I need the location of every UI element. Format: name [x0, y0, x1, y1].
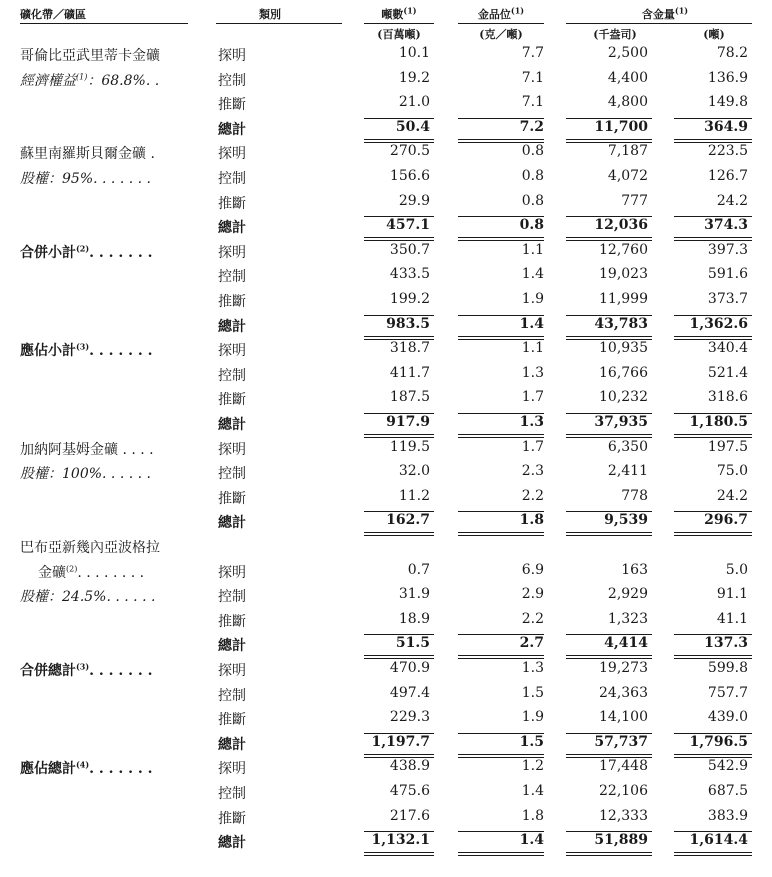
label-text: 應佔總計 — [20, 761, 76, 778]
value-cell-grade: 1.1 — [521, 241, 544, 258]
header-rule-grade — [458, 23, 544, 24]
category-cell: 推斷 — [218, 97, 246, 114]
header-tonnes: 噸數$^{(1)}$ — [381, 5, 417, 21]
value-cell-koz: 10,232 — [599, 389, 648, 406]
category-total: 總計 — [218, 736, 246, 753]
value-cell-t: 75.0 — [716, 463, 748, 480]
label-text: . . . . . . . — [89, 343, 153, 360]
total-double-rule — [674, 855, 752, 856]
value-cell-koz: 1,323 — [607, 610, 648, 627]
value-cell-t: 542.9 — [707, 758, 748, 775]
region-label-line — [38, 562, 144, 582]
value-cell-koz: 24,363 — [599, 684, 648, 701]
value-cell-grade: 1.5 — [519, 733, 544, 750]
value-cell-tonnes: 497.4 — [389, 684, 430, 701]
value-cell-tonnes: 475.6 — [389, 783, 430, 799]
value-cell-koz: 43,783 — [594, 315, 648, 332]
value-cell-tonnes: 31.9 — [398, 586, 430, 603]
value-cell-grade: 0.8 — [521, 192, 544, 209]
value-cell-grade: 0.8 — [519, 217, 544, 234]
total-double-rule — [674, 139, 752, 140]
value-cell-koz: 2,929 — [607, 586, 648, 603]
category-total: 總計 — [218, 220, 246, 237]
category-cell: 探明 — [218, 564, 246, 581]
value-cell-grade: 1.8 — [519, 512, 544, 529]
label-text: 加納阿基姆金礦 . . . . — [20, 441, 154, 458]
total-double-rule — [566, 535, 652, 536]
footnote-ref: (4) — [76, 759, 90, 770]
total-double-rule — [364, 336, 434, 337]
value-cell-grade: 0.8 — [521, 143, 544, 160]
value-cell-grade: 2.2 — [521, 610, 544, 627]
value-cell-t: 223.5 — [707, 143, 748, 160]
total-double-rule — [674, 754, 752, 755]
total-double-rule — [458, 532, 544, 533]
total-double-rule — [566, 655, 652, 656]
subtotal-rule — [674, 733, 752, 734]
value-cell-tonnes: 156.6 — [389, 168, 430, 184]
value-cell-t: 41.1 — [716, 610, 748, 627]
value-cell-grade: 0.8 — [521, 168, 544, 184]
total-double-rule — [674, 852, 752, 853]
subtotal-rule — [674, 413, 752, 414]
category-cell: 探明 — [218, 244, 246, 261]
header-rule-region — [20, 23, 188, 24]
header-rule-tonnes — [364, 23, 434, 24]
value-cell-t: 340.4 — [707, 340, 748, 357]
subtotal-rule — [674, 511, 752, 512]
total-double-rule — [566, 139, 652, 140]
value-cell-koz: 777 — [621, 192, 648, 209]
value-cell-koz: 7,187 — [607, 143, 648, 160]
total-double-rule — [458, 754, 544, 755]
value-cell-grade: 1.4 — [521, 266, 544, 283]
subtotal-rule — [674, 831, 752, 832]
value-cell-tonnes: 32.0 — [398, 463, 430, 480]
label-text: 巴布亞新幾內亞波格拉 — [20, 540, 160, 556]
header-contained: 含金量$^{(1)}$ — [641, 5, 689, 21]
value-cell-t: 136.9 — [707, 69, 748, 86]
category-cell: 控制 — [218, 687, 246, 704]
total-double-rule — [458, 434, 544, 435]
total-double-rule — [458, 855, 544, 856]
category-total: 總計 — [218, 121, 246, 138]
value-cell-koz: 4,400 — [607, 69, 648, 86]
value-cell-koz: 12,036 — [594, 217, 648, 234]
value-cell-tonnes: 1,197.7 — [371, 733, 430, 750]
category-cell: 探明 — [218, 146, 246, 163]
total-double-rule — [364, 434, 434, 435]
value-cell-koz: 12,760 — [599, 241, 648, 258]
value-cell-tonnes: 199.2 — [389, 291, 430, 307]
total-double-rule — [566, 754, 652, 755]
subtotal-rule — [566, 315, 652, 316]
value-cell-tonnes: 162.7 — [386, 512, 430, 529]
subtotal-rule — [674, 118, 752, 119]
region-label-line — [20, 70, 159, 90]
value-cell-tonnes: 983.5 — [386, 315, 430, 332]
subtotal-rule — [458, 315, 544, 316]
value-cell-grade: 6.9 — [521, 561, 544, 578]
value-cell-grade: 1.9 — [521, 709, 544, 726]
unit-tonnes: (百萬噸) — [377, 28, 421, 41]
subtotal-rule — [364, 315, 434, 316]
total-double-rule — [566, 336, 652, 337]
value-cell-t: 1,362.6 — [689, 315, 748, 332]
value-cell-t: 757.7 — [707, 684, 748, 701]
value-cell-koz: 12,333 — [599, 807, 648, 824]
total-double-rule — [566, 434, 652, 435]
header-category: 類別 — [259, 8, 281, 21]
total-double-rule — [364, 852, 434, 853]
value-cell-koz: 11,999 — [599, 291, 648, 307]
value-cell-tonnes: 470.9 — [389, 660, 430, 676]
category-cell: 推斷 — [218, 810, 246, 827]
value-cell-grade: 1.3 — [521, 364, 544, 381]
value-cell-t: 91.1 — [716, 586, 748, 603]
value-cell-koz: 11,700 — [594, 118, 648, 135]
value-cell-t: 78.2 — [716, 45, 748, 61]
value-cell-tonnes: 438.9 — [389, 758, 430, 775]
label-text: 金礦 — [38, 564, 66, 581]
region-label-line — [20, 586, 155, 606]
category-cell: 控制 — [218, 466, 246, 483]
category-cell: 推斷 — [218, 490, 246, 507]
subtotal-rule — [566, 118, 652, 119]
label-text: 經濟權益 — [20, 72, 76, 89]
footnote-ref: (3) — [76, 341, 90, 352]
value-cell-t: 318.6 — [707, 389, 748, 406]
category-cell: 控制 — [218, 589, 246, 606]
label-text: 應佔小計 — [20, 343, 76, 360]
value-cell-grade: 2.3 — [521, 463, 544, 480]
value-cell-tonnes: 350.7 — [389, 241, 430, 258]
category-cell: 推斷 — [218, 712, 246, 729]
total-double-rule — [674, 535, 752, 536]
value-cell-grade: 2.9 — [521, 586, 544, 603]
value-cell-tonnes: 119.5 — [389, 438, 430, 455]
region-label-line — [20, 143, 155, 163]
subtotal-rule — [364, 216, 434, 217]
value-cell-tonnes: 18.9 — [398, 610, 430, 627]
subtotal-rule — [566, 831, 652, 832]
value-cell-t: 591.6 — [707, 266, 748, 283]
total-double-rule — [364, 754, 434, 755]
value-cell-t: 439.0 — [707, 709, 748, 726]
subtotal-rule — [458, 118, 544, 119]
value-cell-koz: 10,935 — [599, 340, 648, 357]
value-cell-tonnes: 229.3 — [389, 709, 430, 726]
value-cell-tonnes: 19.2 — [398, 69, 430, 86]
value-cell-grade: 7.7 — [521, 45, 544, 61]
value-cell-grade: 1.7 — [521, 389, 544, 406]
subtotal-rule — [674, 634, 752, 635]
value-cell-grade: 1.4 — [519, 832, 544, 849]
value-cell-tonnes: 411.7 — [389, 364, 430, 381]
value-cell-koz: 57,737 — [594, 733, 648, 750]
value-cell-t: 197.5 — [707, 438, 748, 455]
total-double-rule — [458, 139, 544, 140]
unit-koz: (千盎司) — [593, 28, 637, 41]
total-double-rule — [458, 852, 544, 853]
header-rule-contained — [566, 23, 752, 24]
total-double-rule — [364, 535, 434, 536]
value-cell-koz: 14,100 — [599, 709, 648, 726]
total-double-rule — [674, 434, 752, 435]
value-cell-tonnes: 29.9 — [398, 192, 430, 209]
value-cell-t: 374.3 — [704, 217, 748, 234]
region-label-line — [20, 340, 153, 360]
value-cell-t: 126.7 — [707, 168, 748, 184]
category-cell: 控制 — [218, 786, 246, 802]
total-double-rule — [458, 336, 544, 337]
label-text: . . . . . . . — [89, 663, 153, 679]
category-total: 總計 — [218, 835, 246, 852]
value-cell-tonnes: 187.5 — [389, 389, 430, 406]
value-cell-tonnes: 270.5 — [389, 143, 430, 160]
subtotal-rule — [458, 216, 544, 217]
value-cell-koz: 4,072 — [607, 168, 648, 184]
region-label-line — [20, 463, 151, 483]
subtotal-rule — [458, 733, 544, 734]
footnote-ref: (2) — [66, 563, 78, 573]
value-cell-t: 1,796.5 — [689, 733, 748, 750]
value-cell-grade: 1.2 — [521, 758, 544, 775]
subtotal-rule — [566, 511, 652, 512]
value-cell-tonnes: 0.7 — [407, 561, 430, 578]
value-cell-koz: 37,935 — [594, 414, 648, 430]
value-cell-tonnes: 10.1 — [398, 45, 430, 61]
category-cell: 控制 — [218, 269, 246, 286]
total-double-rule — [674, 532, 752, 533]
total-double-rule — [364, 655, 434, 656]
region-label-line — [20, 439, 154, 459]
total-double-rule — [364, 855, 434, 856]
value-cell-grade: 1.5 — [521, 684, 544, 701]
category-cell: 控制 — [218, 171, 246, 187]
region-label-line — [20, 242, 153, 262]
region-label-line — [20, 758, 153, 778]
total-double-rule — [364, 237, 434, 238]
category-cell: 探明 — [218, 761, 246, 778]
value-cell-koz: 17,448 — [599, 758, 648, 775]
label-text: 蘇里南羅斯貝爾金礦 . — [20, 146, 155, 163]
category-cell: 推斷 — [218, 195, 246, 212]
total-double-rule — [458, 655, 544, 656]
value-cell-tonnes: 457.1 — [386, 217, 430, 234]
value-cell-koz: 6,350 — [607, 438, 648, 455]
value-cell-t: 364.9 — [704, 118, 748, 135]
subtotal-rule — [364, 831, 434, 832]
value-cell-t: 24.2 — [716, 192, 748, 209]
label-text: 合併小計 — [20, 244, 76, 261]
category-cell: 探明 — [218, 441, 246, 458]
value-cell-grade: 1.3 — [519, 414, 544, 430]
value-cell-koz: 4,800 — [607, 94, 648, 111]
subtotal-rule — [674, 315, 752, 316]
category-cell: 推斷 — [218, 294, 246, 310]
value-cell-koz: 16,766 — [599, 364, 648, 381]
value-cell-koz: 19,023 — [599, 266, 648, 283]
total-double-rule — [566, 237, 652, 238]
value-cell-grade: 1.1 — [521, 340, 544, 357]
value-cell-t: 5.0 — [725, 561, 748, 578]
value-cell-t: 24.2 — [716, 487, 748, 504]
value-cell-koz: 163 — [621, 561, 648, 578]
category-cell: 探明 — [218, 343, 246, 360]
label-text: 股權：95%. . . . . . . — [20, 171, 151, 187]
label-text: 哥倫比亞武里蒂卡金礦 — [20, 48, 160, 64]
total-double-rule — [364, 139, 434, 140]
subtotal-rule — [364, 413, 434, 414]
value-cell-grade: 7.2 — [519, 118, 544, 135]
value-cell-koz: 22,106 — [599, 783, 648, 799]
total-double-rule — [458, 535, 544, 536]
category-cell: 探明 — [218, 663, 246, 679]
value-cell-tonnes: 51.5 — [395, 635, 430, 652]
value-cell-t: 397.3 — [707, 241, 748, 258]
value-cell-t: 137.3 — [704, 635, 748, 652]
value-cell-grade: 1.9 — [521, 291, 544, 307]
subtotal-rule — [566, 216, 652, 217]
label-text: . . . . . . . — [89, 244, 153, 261]
value-cell-tonnes: 1,132.1 — [371, 832, 430, 849]
value-cell-koz: 778 — [621, 487, 648, 504]
region-label-line — [20, 660, 153, 680]
total-double-rule — [364, 532, 434, 533]
total-double-rule — [566, 532, 652, 533]
category-cell: 推斷 — [218, 613, 246, 630]
value-cell-tonnes: 433.5 — [389, 266, 430, 283]
value-cell-t: 1,180.5 — [689, 414, 748, 430]
subtotal-rule — [458, 511, 544, 512]
value-cell-t: 296.7 — [704, 512, 748, 529]
value-cell-koz: 19,273 — [599, 660, 648, 676]
subtotal-rule — [458, 634, 544, 635]
subtotal-rule — [364, 634, 434, 635]
value-cell-grade: 1.4 — [521, 783, 544, 799]
value-cell-tonnes: 318.7 — [389, 340, 430, 357]
value-cell-grade: 2.7 — [519, 635, 544, 652]
label-text: 股權：24.5%. . . . . . — [20, 589, 156, 606]
footnote-ref: (3) — [76, 661, 90, 672]
value-cell-koz: 4,414 — [604, 635, 648, 652]
subtotal-rule — [566, 413, 652, 414]
value-cell-t: 1,614.4 — [689, 832, 748, 849]
category-cell: 探明 — [218, 48, 246, 64]
unit-grade: (克／噸) — [479, 28, 523, 41]
value-cell-tonnes: 917.9 — [386, 414, 430, 430]
subtotal-rule — [566, 733, 652, 734]
category-cell: 控制 — [218, 72, 246, 89]
value-cell-grade: 7.1 — [521, 94, 544, 111]
value-cell-t: 599.8 — [707, 660, 748, 676]
value-cell-grade: 7.1 — [521, 69, 544, 86]
region-label-line — [20, 45, 160, 65]
total-double-rule — [458, 237, 544, 238]
total-double-rule — [674, 655, 752, 656]
value-cell-t: 383.9 — [707, 807, 748, 824]
header-rule-category — [216, 23, 342, 24]
label-text: . . . . . . . . — [77, 564, 145, 581]
subtotal-rule — [364, 118, 434, 119]
value-cell-grade: 1.7 — [521, 438, 544, 455]
region-label-line — [20, 168, 151, 188]
label-text: 股權：100%. . . . . . — [20, 466, 151, 483]
subtotal-rule — [674, 216, 752, 217]
value-cell-t: 149.8 — [707, 94, 748, 111]
total-double-rule — [674, 237, 752, 238]
value-cell-koz: 2,500 — [607, 45, 648, 61]
unit-t: (噸) — [703, 28, 725, 41]
header-grade: 金品位$^{(1)}$ — [477, 5, 525, 21]
value-cell-tonnes: 50.4 — [395, 118, 430, 135]
total-double-rule — [566, 852, 652, 853]
category-cell: 推斷 — [218, 392, 246, 409]
value-cell-koz: 51,889 — [594, 832, 648, 849]
category-total: 總計 — [218, 515, 246, 532]
category-total: 總計 — [218, 318, 246, 335]
value-cell-tonnes: 11.2 — [398, 487, 430, 504]
header-region: 礦化帶／礦區 — [20, 8, 86, 21]
value-cell-koz: 2,411 — [607, 463, 648, 480]
label-text: ：68.8%. . — [87, 72, 160, 89]
footnote-ref: (2) — [76, 243, 90, 254]
value-cell-tonnes: 217.6 — [389, 807, 430, 824]
value-cell-grade: 1.8 — [521, 807, 544, 824]
value-cell-t: 373.7 — [707, 291, 748, 307]
value-cell-grade: 2.2 — [521, 487, 544, 504]
value-cell-grade: 1.4 — [519, 315, 544, 332]
category-total: 總計 — [218, 417, 246, 433]
subtotal-rule — [458, 831, 544, 832]
label-text: . . . . . . . — [89, 761, 153, 778]
region-label-line — [20, 537, 160, 557]
value-cell-tonnes: 21.0 — [398, 94, 430, 111]
footnote-ref: (1) — [76, 71, 88, 81]
category-cell: 控制 — [218, 367, 246, 384]
total-double-rule — [566, 855, 652, 856]
value-cell-t: 521.4 — [707, 364, 748, 381]
value-cell-grade: 1.3 — [521, 660, 544, 676]
value-cell-koz: 9,539 — [604, 512, 648, 529]
subtotal-rule — [566, 634, 652, 635]
total-double-rule — [674, 336, 752, 337]
label-text: 合併總計 — [20, 663, 76, 679]
subtotal-rule — [364, 733, 434, 734]
subtotal-rule — [458, 413, 544, 414]
subtotal-rule — [364, 511, 434, 512]
category-total: 總計 — [218, 638, 246, 655]
value-cell-t: 687.5 — [707, 783, 748, 799]
